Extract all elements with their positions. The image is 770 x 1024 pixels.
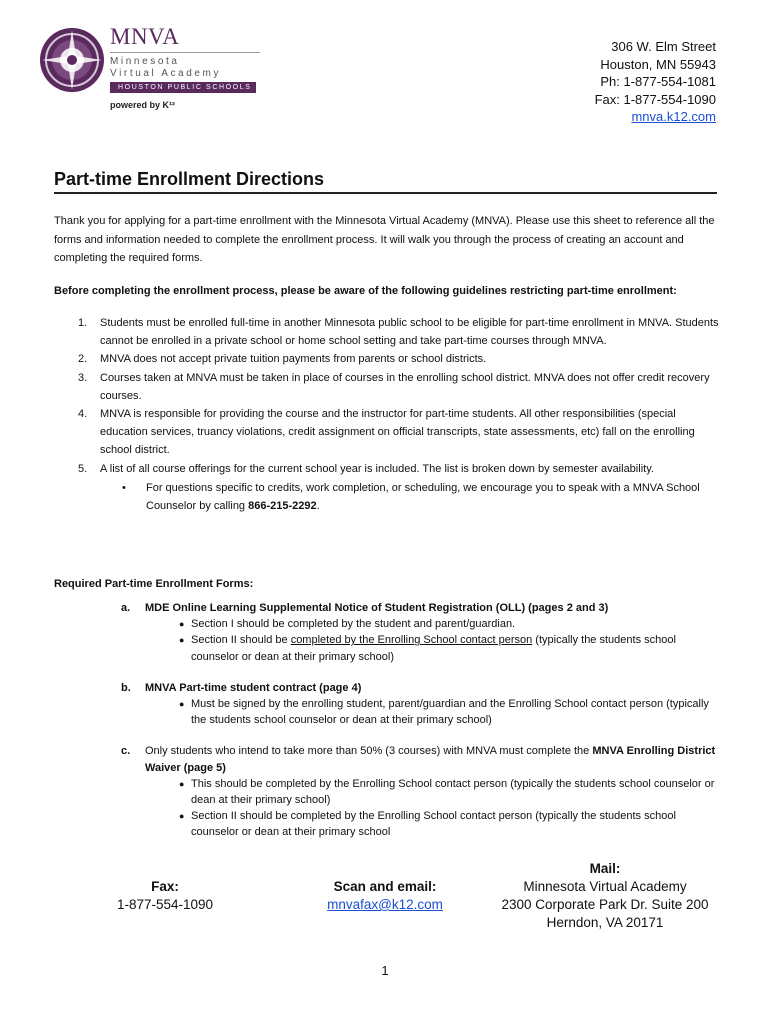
- list-item: [54, 369, 720, 405]
- fax-label: Fax:: [151, 879, 179, 894]
- intro-paragraph: Thank you for applying for a part-time enrollment with the Minnesota Virtual Academy (MNVA). Please use this sheet to reference all the forms and information needed to complete the enrollment process. It will walk you through the process of creating an account and completing the required forms.: [54, 215, 715, 264]
- email-contact: [300, 878, 470, 914]
- bullet-icon: ●: [179, 635, 185, 646]
- form-letter: b.: [121, 681, 131, 694]
- counselor-text: For questions specific to credits, work completion, or scheduling, we encourage you to speak with a MNVA School Counselor by calling: [146, 481, 700, 513]
- list-item-number: 4.: [78, 408, 88, 421]
- form-bullet-text: Section I should be completed by the student and parent/guardian.: [191, 618, 516, 631]
- list-item-text: MNVA does not accept private tuition payments from parents or school districts.: [100, 353, 487, 366]
- bullet-icon: ●: [179, 811, 185, 822]
- bullet-icon: •: [122, 481, 126, 494]
- list-item-text: Students must be enrolled full-time in another Minnesota public school to be eligible for part-time enrollment in MNVA. Students cannot be enrolled in a private school or home school setting and take part-time courses through MNVA.: [100, 317, 719, 348]
- bullet-icon: ●: [179, 699, 185, 710]
- fax-value: 1-877-554-1090: [116, 897, 214, 912]
- mnva-compass-icon: [38, 26, 106, 94]
- form-bullet: [145, 696, 720, 728]
- form-title: MNVA Enrolling District Waiver (page 5): [145, 745, 716, 774]
- required-forms-heading: Required Part-time Enrollment Forms:: [54, 578, 254, 590]
- bullet-icon: ●: [179, 778, 185, 789]
- form-bullet-underlined: completed by the Enrolling School contact person: [290, 634, 533, 647]
- form-bullet-text-pre: Section II should be: [191, 634, 291, 647]
- logo-divider: [110, 52, 260, 53]
- logo-title: MNVA: [110, 24, 180, 49]
- form-bullet: [145, 616, 720, 632]
- form-title: MNVA Part-time student contract (page 4): [145, 681, 362, 694]
- title-divider: [54, 192, 717, 194]
- fax-contact: [100, 878, 230, 914]
- mail-line-2: 2300 Corporate Park Dr. Suite 200: [501, 897, 709, 912]
- form-bullet: [145, 808, 720, 840]
- counselor-note: [54, 479, 720, 515]
- list-item-number: 2.: [78, 353, 88, 366]
- address-phone: Ph: 1-877-554-1081: [600, 74, 716, 89]
- bullet-icon: ●: [179, 619, 185, 630]
- form-letter: a.: [121, 602, 131, 614]
- form-bullet-text: Section II should be completed by the Enrolling School contact person (typically the students school counselor or dean at their primary school: [191, 810, 676, 839]
- form-title: MDE Online Learning Supplemental Notice of Student Registration (OLL) (pages 2 and 3): [145, 602, 609, 614]
- mail-contact: [490, 860, 720, 932]
- form-description: [145, 743, 720, 775]
- address-street: 306 W. Elm Street: [611, 39, 716, 54]
- list-item-number: 1.: [78, 317, 88, 329]
- address-city: Houston, MN 55943: [600, 56, 716, 72]
- logo-subtitle-2: Virtual Academy: [110, 68, 222, 79]
- counselor-phone: 866-215-2292: [248, 500, 317, 513]
- page-number: 1: [381, 963, 389, 978]
- page-title: Part-time Enrollment Directions: [54, 169, 325, 189]
- address-fax: Fax: 1-877-554-1090: [594, 91, 716, 107]
- form-item-a: [54, 600, 720, 665]
- list-item: [54, 314, 720, 350]
- guidelines-heading: Before completing the enrollment process, please be aware of the following guidelines restricting part-time enrollment:: [54, 285, 677, 297]
- form-bullet: [145, 776, 720, 808]
- list-item-text: MNVA is responsible for providing the course and the instructor for part-time students. All other responsibilities (special education services, truancy violations, credit assignment on official transcripts, state assessments, etc) fall on the enrolling school district.: [100, 408, 695, 457]
- list-item-number: 5.: [78, 462, 88, 475]
- form-bullet: [145, 632, 720, 664]
- logo-subtitle-1: Minnesota: [110, 56, 180, 67]
- list-item: [54, 350, 720, 368]
- mail-line-1: Minnesota Virtual Academy: [523, 879, 687, 894]
- website-link[interactable]: mnva.k12.com: [631, 109, 716, 124]
- email-link[interactable]: mnvafax@k12.com: [327, 897, 443, 912]
- list-item-text: A list of all course offerings for the current school year is included. The list is broken down by semester availability.: [100, 462, 654, 475]
- guidelines-list: [54, 314, 720, 515]
- form-intro-text: Only students who intend to take more than 50% (3 courses) with MNVA must complete the: [145, 745, 593, 758]
- address-block: [595, 38, 716, 126]
- form-letter: c.: [121, 745, 131, 758]
- mnva-logo: [38, 26, 268, 118]
- form-item-b: [54, 680, 720, 729]
- counselor-end: .: [316, 500, 320, 513]
- logo-district-bar: HOUSTON PUBLIC SCHOOLS: [110, 82, 256, 93]
- email-label: Scan and email:: [333, 879, 437, 894]
- form-item-c: [54, 743, 720, 840]
- mail-line-3: Herndon, VA 20171: [546, 915, 664, 930]
- form-bullet-text-post: (typically the students school counselor or dean at their primary school): [191, 634, 676, 663]
- list-item-text: Courses taken at MNVA must be taken in place of courses in the enrolling school district. MNVA does not offer credit recovery courses.: [100, 371, 710, 402]
- list-item: [54, 405, 720, 460]
- required-forms-list: [54, 600, 720, 856]
- list-item: [54, 460, 720, 478]
- logo-powered-by: powered by K¹²: [110, 100, 176, 110]
- mail-label: Mail:: [589, 861, 621, 876]
- form-bullet-text: Must be signed by the enrolling student, parent/guardian and the Enrolling School contact person (typically the students school counselor or dean at their primary school): [191, 698, 709, 727]
- list-item-number: 3.: [78, 371, 88, 384]
- form-bullet-text: This should be completed by the Enrolling School contact person (typically the students school counselor or dean at their primary school): [191, 777, 715, 807]
